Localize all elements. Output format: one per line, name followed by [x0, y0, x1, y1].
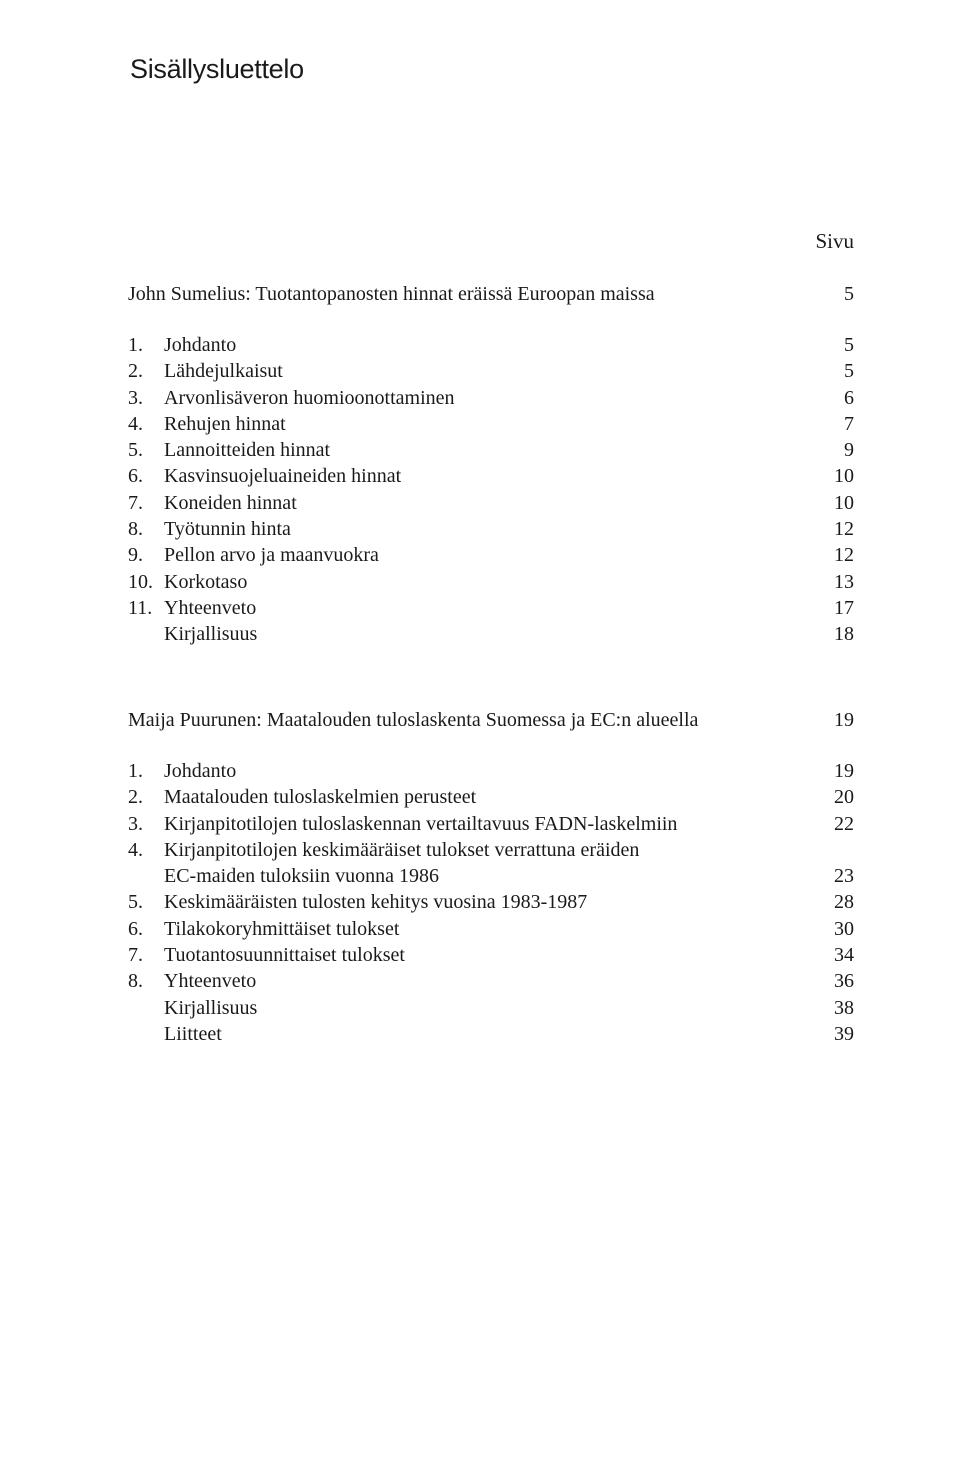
toc-entry	[128, 916, 854, 942]
toc-entry-list	[128, 758, 854, 1047]
entry-number: 4.	[128, 838, 143, 861]
entry-page-number: 28	[834, 891, 854, 914]
section-header	[128, 280, 854, 308]
toc-entry	[128, 437, 854, 463]
toc-entry	[128, 542, 854, 568]
entry-number: 3.	[128, 812, 143, 835]
entry-title: Johdanto	[164, 760, 237, 782]
entry-page-number: 12	[834, 544, 854, 567]
page-title: Sisällysluettelo	[130, 54, 304, 84]
entry-page-number: 17	[834, 596, 854, 619]
entry-title: Kirjanpitotilojen tuloslaskennan vertailtavuus FADN-laskelmiin	[164, 812, 678, 835]
toc-entry	[128, 1021, 854, 1047]
entry-page-number: 39	[834, 1022, 854, 1045]
entry-number: 6.	[128, 917, 143, 940]
entry-number: 3.	[128, 386, 143, 409]
entry-title: Yhteenveto	[164, 970, 257, 993]
section-page-number: 5	[844, 283, 854, 305]
entry-page-number: 10	[834, 491, 854, 514]
entry-number: 2.	[128, 360, 143, 383]
entry-title: Arvonlisäveron huomioonottaminen	[164, 386, 455, 409]
entry-title: Pellon arvo ja maanvuokra	[164, 544, 379, 567]
entry-number: 6.	[128, 465, 143, 488]
entry-number: 5.	[128, 891, 143, 914]
toc-entry	[128, 621, 854, 647]
section-title: John Sumelius: Tuotantopanosten hinnat eräissä Euroopan maissa	[128, 283, 655, 305]
toc-entry	[128, 358, 854, 384]
toc-entry	[128, 889, 854, 915]
toc-entry	[128, 411, 854, 437]
entry-page-number: 6	[844, 386, 854, 409]
section-title: Maija Puurunen: Maatalouden tuloslaskenta Suomessa ja EC:n alueella	[128, 709, 699, 731]
entry-page-number: 22	[834, 812, 854, 835]
entry-number: 7.	[128, 491, 143, 514]
entry-title: Lannoitteiden hinnat	[164, 439, 331, 462]
toc-entry	[128, 811, 854, 837]
entry-number: 1.	[128, 334, 143, 356]
entry-number: 9.	[128, 544, 143, 567]
page-column-label: Sivu	[815, 229, 854, 253]
entry-number: 8.	[128, 518, 143, 541]
entry-number: 4.	[128, 412, 143, 435]
entry-title: Maatalouden tuloslaskelmien perusteet	[164, 786, 477, 809]
toc-entry	[128, 332, 854, 358]
entry-title: Lähdejulkaisut	[164, 360, 283, 383]
entry-page-number: 18	[834, 623, 854, 646]
entry-title: Tilakokoryhmittäiset tulokset	[164, 917, 400, 940]
entry-number: 2.	[128, 786, 143, 809]
entry-page-number: 5	[844, 334, 854, 356]
entry-title: Kirjallisuus	[164, 623, 258, 646]
entry-number: 1.	[128, 760, 143, 782]
entry-title-continued: EC-maiden tuloksiin vuonna 1986	[164, 865, 439, 888]
entry-page-number: 38	[834, 996, 854, 1019]
entry-number: 8.	[128, 970, 143, 993]
toc-entry	[128, 968, 854, 994]
section-page-number: 19	[834, 709, 854, 731]
entry-title: Liitteet	[164, 1022, 222, 1045]
entry-page-number: 23	[834, 865, 854, 888]
entry-title: Johdanto	[164, 334, 237, 356]
entry-title: Kasvinsuojeluaineiden hinnat	[164, 465, 402, 488]
toc-entry-list	[128, 332, 854, 648]
entry-title: Kirjallisuus	[164, 996, 258, 1019]
entry-page-number: 30	[834, 917, 854, 940]
entry-title: Korkotaso	[164, 570, 248, 593]
toc-section-2	[128, 706, 854, 1047]
entry-number: 11.	[128, 596, 153, 619]
toc-entry	[128, 942, 854, 968]
toc-entry	[128, 516, 854, 542]
entry-title: Yhteenveto	[164, 596, 257, 619]
entry-title: Koneiden hinnat	[164, 491, 297, 514]
entry-title: Kirjanpitotilojen keskimääräiset tulokset verrattuna eräiden	[164, 838, 640, 861]
toc-entry	[128, 569, 854, 595]
entry-page-number: 20	[834, 786, 854, 809]
entry-page-number: 7	[844, 412, 854, 435]
toc-entry	[128, 595, 854, 621]
entry-page-number: 12	[834, 518, 854, 541]
entry-page-number: 10	[834, 465, 854, 488]
entry-number: 5.	[128, 439, 143, 462]
entry-number: 10.	[128, 570, 153, 593]
toc-entry	[128, 837, 854, 890]
toc-section-1	[128, 280, 854, 648]
toc-entry	[128, 463, 854, 489]
toc-entry	[128, 490, 854, 516]
entry-title: Työtunnin hinta	[164, 518, 291, 541]
section-header	[128, 706, 854, 734]
entry-title: Keskimääräisten tulosten kehitys vuosina 1983-1987	[164, 891, 588, 914]
entry-page-number: 9	[844, 439, 854, 462]
entry-page-number: 34	[834, 944, 854, 967]
toc-entry	[128, 784, 854, 810]
toc-entry	[128, 995, 854, 1021]
toc-entry	[128, 385, 854, 411]
entry-page-number: 5	[844, 360, 854, 383]
entry-title: Tuotantosuunnittaiset tulokset	[164, 944, 405, 967]
entry-page-number: 13	[834, 570, 854, 593]
entry-page-number: 36	[834, 970, 854, 993]
entry-page-number: 19	[834, 760, 854, 782]
entry-number: 7.	[128, 944, 143, 967]
entry-title: Rehujen hinnat	[164, 412, 286, 435]
toc-entry	[128, 758, 854, 784]
